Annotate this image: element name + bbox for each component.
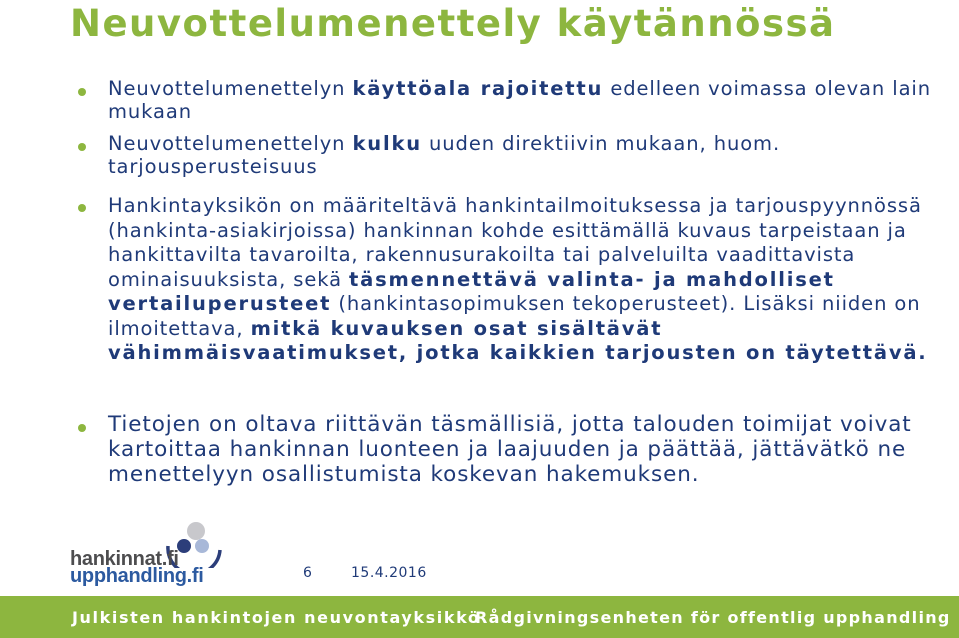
bullet-dot-icon	[78, 424, 86, 432]
text-segment-bold: käyttöala rajoitettu	[352, 77, 604, 100]
text-segment: (hankintasopimuksen tekoperusteet). Lisäksi niiden on ilmoitettava,	[108, 292, 921, 340]
slide-date: 15.4.2016	[351, 565, 427, 581]
list-item	[78, 412, 959, 487]
logo-text-fi: hankinnat.fi	[70, 548, 179, 570]
footer-bar	[0, 596, 959, 638]
footer-right-text: Rådgivningsenheten för offentlig upphandling	[475, 608, 951, 627]
bullet-dot-icon	[78, 88, 86, 96]
hankinnat-logo	[70, 520, 260, 590]
text-segment-bold: mitkä kuvauksen osat sisältävät vähimmäisvaatimukset, jotka kaikkien tarjousten on täytettävä.	[108, 316, 928, 364]
text-segment: Hankintayksikön on määriteltävä hankintailmoituksessa ja tarjouspyynnössä (hankinta-asiakirjoissa) hankinnan kohde esittämällä kuvaus tarpeistaan ja hankittavilta tavaroilta, rakennusurakoilta tai palveluilta vaadittavista ominaisuuksista, sekä	[108, 194, 922, 291]
list-item	[78, 78, 959, 123]
slide-number: 6	[303, 565, 312, 581]
bullet-text	[108, 78, 959, 123]
footer-left-text: Julkisten hankintojen neuvontayksikkö	[72, 608, 481, 627]
bullet-dot-icon	[78, 204, 86, 212]
list-item	[78, 133, 959, 178]
text-segment: edelleen voimassa olevan lain mukaan	[108, 77, 932, 123]
logo-text-se: upphandling.fi	[70, 565, 204, 587]
bullet-text	[108, 412, 959, 487]
bullet-text	[108, 133, 959, 178]
text-segment: uuden direktiivin mukaan, huom. tarjousperusteisuus	[108, 132, 781, 178]
text-segment-bold: kulku	[352, 132, 422, 155]
bullet-dot-icon	[78, 143, 86, 151]
bullet-text	[108, 194, 959, 366]
text-segment-bold: täsmennettävä valinta- ja mahdolliset vertailuperusteet	[108, 267, 835, 315]
page-title: Neuvottelumenettely käytännössä	[70, 2, 836, 45]
text-segment: Neuvottelumenettelyn	[108, 77, 353, 100]
text-segment: Neuvottelumenettelyn	[108, 132, 353, 155]
text-segment: Tietojen on oltava riittävän täsmällisiä, jotta talouden toimijat voivat kartoittaa hankinnan luonteen ja laajuuden ja päättää, jättävätkö ne menettelyyn osallistumista koskevan hakemuksen.	[108, 412, 912, 487]
list-item	[78, 194, 959, 366]
